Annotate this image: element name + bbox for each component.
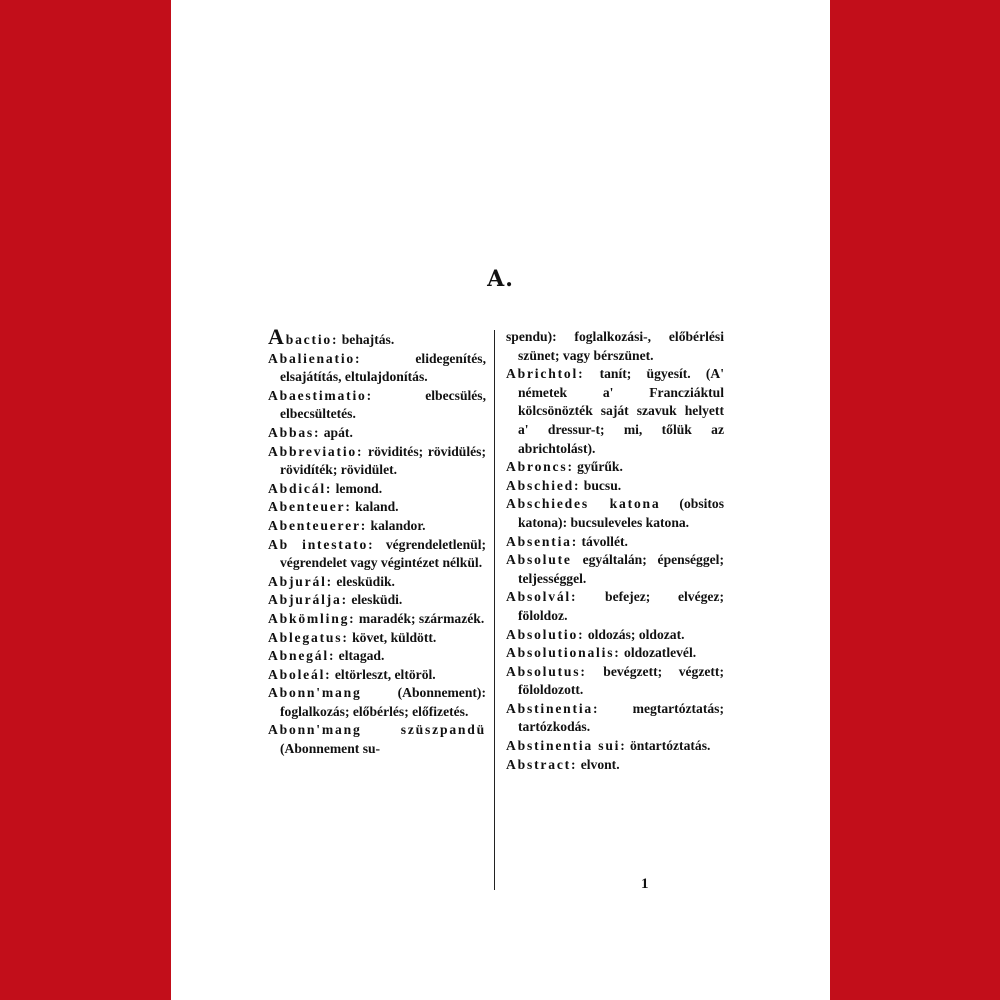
entry-headword: Abstinentia: <box>506 700 600 716</box>
entry-definition: (Abonnement su- <box>280 741 381 757</box>
entry-headword: Ab intestato: <box>268 536 375 552</box>
dictionary-entry <box>506 458 724 477</box>
entry-headword: Absentia: <box>506 533 579 549</box>
entry-definition: kalandor. <box>367 517 426 533</box>
entry-headword: Abkömling: <box>268 610 356 626</box>
entry-definition: (obsitos katona): bucsuleveles katona. <box>518 496 724 530</box>
entry-headword: Abstinentia sui: <box>506 738 627 754</box>
entry-headword: Abonn'mang szüszpandü <box>268 722 486 738</box>
entry-definition: elvont. <box>577 756 620 772</box>
dictionary-entry <box>268 591 486 610</box>
dictionary-entry <box>268 424 486 443</box>
dictionary-entry <box>268 498 486 517</box>
dictionary-entry <box>506 365 724 458</box>
dictionary-entry <box>268 480 486 499</box>
column-divider <box>494 330 495 890</box>
dictionary-entry <box>506 756 724 775</box>
entry-definition: oldozás; oldozat. <box>584 626 685 642</box>
entry-headword: Absolvál: <box>506 589 578 605</box>
entry-definition: bucsu. <box>580 477 622 493</box>
entry-definition: kaland. <box>351 499 399 515</box>
entry-headword: Absolutio: <box>506 626 585 642</box>
entry-definition: elesküdik. <box>333 573 395 589</box>
entry-initial-letter: A <box>268 324 286 349</box>
entry-definition: tanít; ügyesít. (A' németek a' Francziáktul kölcsönözték saját szavuk helyett a' dressur-t; mi, tőlük az abrichtolást). <box>518 366 724 456</box>
entry-definition: eltörleszt, eltöröl. <box>331 666 436 682</box>
entry-headword: Abjurálja: <box>268 592 348 608</box>
entry-headword: Abbas: <box>268 424 321 440</box>
page-number: 1 <box>641 876 649 892</box>
dictionary-entry <box>268 443 486 480</box>
dictionary-entry <box>506 737 724 756</box>
entry-definition: követ, küldött. <box>348 629 437 645</box>
entry-headword: Abaestimatio: <box>268 387 373 403</box>
dictionary-entry <box>268 517 486 536</box>
entry-definition: oldozatlevél. <box>620 645 697 661</box>
entry-definition: elidegenítés, elsajátítás, eltulajdonítás. <box>280 350 486 385</box>
entry-headword: Abenteuerer: <box>268 517 368 533</box>
dictionary-entry <box>506 644 724 663</box>
dictionary-entry <box>268 387 486 424</box>
entry-definition: gyűrűk. <box>573 459 623 475</box>
entry-headword: bactio: <box>285 332 339 347</box>
dictionary-entry <box>268 629 486 648</box>
entry-definition: távollét. <box>578 533 628 549</box>
entry-definition: megtartóztatás; tartózkodás. <box>518 700 724 735</box>
dictionary-entry <box>506 588 724 625</box>
entry-headword: Abalienatio: <box>268 350 362 366</box>
dictionary-entry <box>268 324 486 350</box>
entry-headword: Abschiedes katona <box>506 496 661 512</box>
entry-headword: Ablegatus: <box>268 629 349 645</box>
entry-headword: Absolute <box>506 552 572 568</box>
dictionary-entry <box>506 700 724 737</box>
entry-headword: Abonn'mang <box>268 685 362 701</box>
entry-definition: végrendeletlenül; végrendelet vagy végintézet nélkül. <box>280 536 486 571</box>
entry-definition: behajtás. <box>338 332 395 347</box>
entry-definition: elbecsülés, elbecsültetés. <box>280 387 486 422</box>
dictionary-entry <box>268 536 486 573</box>
entry-continuation: spendu): foglalkozási-, előbérlési szünet; vagy bérszünet. <box>506 329 724 363</box>
entry-definition: bevégzett; végzett; föloldozott. <box>518 663 724 698</box>
entry-definition: lemond. <box>332 480 383 496</box>
dictionary-entry <box>268 666 486 685</box>
dictionary-entry <box>268 721 486 758</box>
dictionary-entry <box>268 350 486 387</box>
entry-headword: Abroncs: <box>506 459 574 475</box>
entry-headword: Abschied: <box>506 477 581 493</box>
entry-definition: maradék; származék. <box>355 610 485 626</box>
entry-definition: egyáltalán; épenséggel; teljességgel. <box>518 552 724 586</box>
entry-headword: Abrichtol: <box>506 366 585 382</box>
entry-definition: eltagad. <box>335 648 385 664</box>
entry-headword: Abjurál: <box>268 573 333 589</box>
entry-headword: Abnegál: <box>268 648 336 664</box>
entry-headword: Absolutionalis: <box>506 645 621 661</box>
entry-definition: apát. <box>320 424 353 440</box>
section-letter-heading: A. <box>487 266 514 292</box>
book-page <box>171 0 830 1000</box>
entry-definition: (Abonnement): foglalkozás; előbérlés; előfizetés. <box>280 685 486 719</box>
entry-definition: rövidités; rövidülés; rövidíték; rövidület. <box>280 443 486 478</box>
entry-definition: elesküdi. <box>347 592 403 608</box>
entry-headword: Abbreviatio: <box>268 443 364 459</box>
left-column <box>268 324 486 759</box>
entry-headword: Abstract: <box>506 756 578 772</box>
entry-headword: Abenteuer: <box>268 499 352 515</box>
entry-headword: Absolutus: <box>506 663 587 679</box>
dictionary-entry <box>506 477 724 496</box>
dictionary-entry <box>506 663 724 700</box>
dictionary-entry <box>506 495 724 532</box>
dictionary-entry <box>268 684 486 721</box>
entry-definition: öntartóztatás. <box>626 738 711 754</box>
dictionary-entry <box>506 328 724 365</box>
dictionary-entry <box>506 533 724 552</box>
right-column <box>506 328 724 774</box>
dictionary-entry <box>506 626 724 645</box>
dictionary-entry <box>268 647 486 666</box>
dictionary-entry <box>268 610 486 629</box>
entry-headword: Aboleál: <box>268 666 332 682</box>
entry-definition: befejez; elvégez; föloldoz. <box>518 589 724 623</box>
dictionary-entry <box>506 551 724 588</box>
entry-headword: Abdicál: <box>268 480 333 496</box>
dictionary-entry <box>268 573 486 592</box>
